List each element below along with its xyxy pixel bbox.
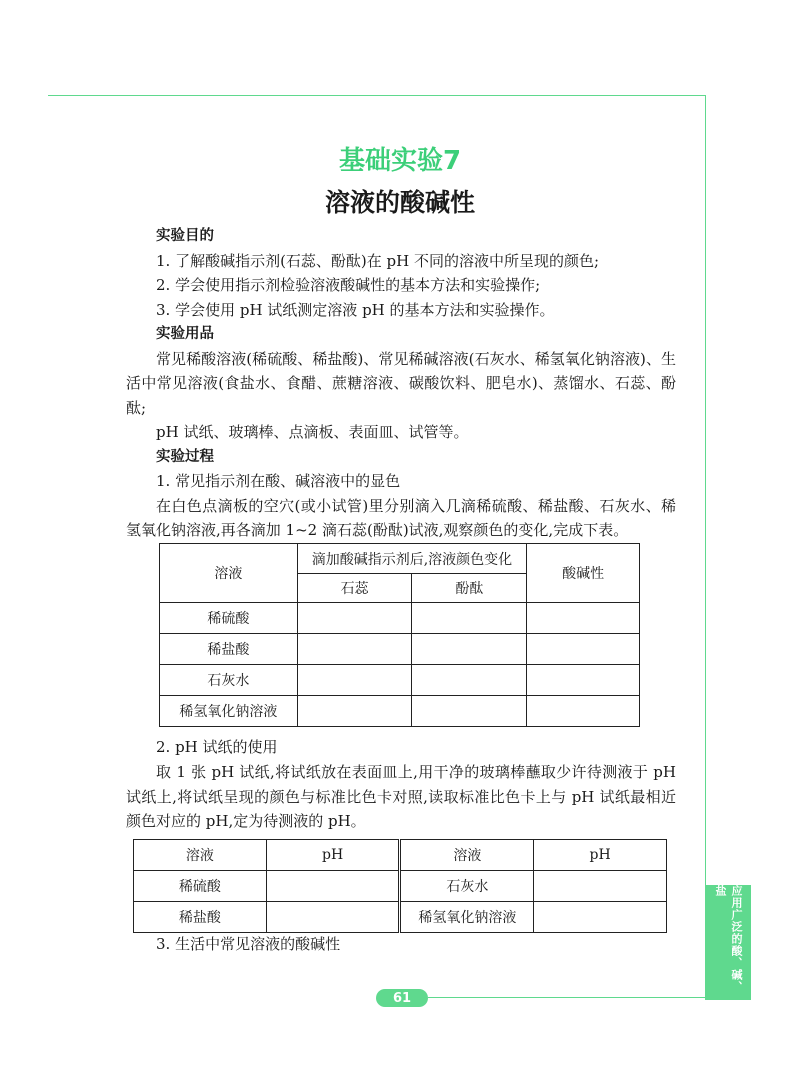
cell-blank[interactable] — [297, 634, 412, 665]
step1-title: 1. 常见指示剂在酸、碱溶液中的显色 — [156, 472, 401, 490]
step3-block — [156, 932, 676, 957]
materials-paragraph: pH 试纸、玻璃棒、点滴板、表面皿、试管等。 — [156, 423, 469, 441]
cell-blank[interactable] — [297, 696, 412, 727]
indicator-table — [159, 543, 640, 727]
table-row — [134, 871, 667, 902]
table-row — [160, 696, 640, 727]
row-solution: 石灰水 — [400, 871, 534, 902]
row-solution: 稀氢氧化钠溶液 — [400, 902, 534, 933]
purpose-item: 2. 学会使用指示剂检验溶液酸碱性的基本方法和实验操作; — [156, 276, 541, 294]
content-body — [126, 224, 676, 543]
header-ph: pH — [534, 840, 667, 871]
cell-blank[interactable] — [534, 902, 667, 933]
cell-blank[interactable] — [297, 665, 412, 696]
cell-blank[interactable] — [412, 665, 527, 696]
header-acidity: 酸碱性 — [527, 544, 640, 603]
row-solution: 稀氢氧化钠溶液 — [160, 696, 298, 727]
table-row — [134, 902, 667, 933]
purpose-item: 3. 学会使用 pH 试纸测定溶液 pH 的基本方法和实验操作。 — [156, 300, 555, 319]
step3-title: 3. 生活中常见溶液的酸碱性 — [156, 935, 341, 953]
row-solution: 石灰水 — [160, 665, 298, 696]
cell-blank[interactable] — [297, 603, 412, 634]
page-number: 61 — [376, 989, 428, 1007]
step1-text: 在白色点滴板的空穴(或小试管)里分别滴入几滴稀硫酸、稀盐酸、石灰水、稀氢氧化钠溶液,再各滴加 1~2 滴石蕊(酚酞)试液,观察颜色的变化,完成下表。 — [126, 496, 676, 539]
header-ph: pH — [266, 840, 400, 871]
cell-blank[interactable] — [527, 696, 640, 727]
header-phenolphthalein: 酚酞 — [412, 574, 527, 603]
cell-blank[interactable] — [266, 902, 400, 933]
cell-blank[interactable] — [412, 696, 527, 727]
experiment-subtitle: 溶液的酸碱性 — [324, 188, 475, 217]
cell-blank[interactable] — [412, 634, 527, 665]
page-frame-top — [48, 95, 706, 96]
table-row — [160, 603, 640, 634]
ph-table — [133, 839, 667, 933]
step2-block — [156, 735, 676, 760]
row-solution: 稀盐酸 — [160, 634, 298, 665]
cell-blank[interactable] — [266, 871, 400, 902]
step2-text-block — [126, 760, 676, 834]
materials-heading: 实验用品 — [156, 326, 214, 342]
materials-paragraph: 常见稀酸溶液(稀硫酸、稀盐酸)、常见稀碱溶液(石灰水、稀氢氧化钠溶液)、生活中常见溶液(食盐水、食醋、蔗糖溶液、碳酸饮料、肥皂水)、蒸馏水、石蕊、酚酞; — [126, 349, 676, 417]
header-solution: 溶液 — [160, 544, 298, 603]
row-solution: 稀盐酸 — [134, 902, 267, 933]
header-solution: 溶液 — [134, 840, 267, 871]
row-solution: 稀硫酸 — [134, 871, 267, 902]
purpose-heading: 实验目的 — [156, 228, 214, 244]
header-solution: 溶液 — [400, 840, 534, 871]
header-indicator-group: 滴加酸碱指示剂后,溶液颜色变化 — [297, 544, 527, 574]
step2-text: 取 1 张 pH 试纸,将试纸放在表面皿上,用干净的玻璃棒蘸取少许待测液于 pH 试纸上,将试纸呈现的颜色与标准比色卡对照,读取标准比色卡上与 pH 试纸最相近颜色对应的 pH,定为待测液的 pH。 — [126, 763, 676, 830]
cell-blank[interactable] — [527, 603, 640, 634]
cell-blank[interactable] — [412, 603, 527, 634]
process-heading: 实验过程 — [156, 448, 214, 465]
experiment-title: 基础实验7 — [338, 146, 462, 176]
header-litmus: 石蕊 — [297, 574, 412, 603]
cell-blank[interactable] — [527, 634, 640, 665]
page-frame-bottom — [428, 997, 705, 998]
cell-blank[interactable] — [534, 871, 667, 902]
cell-blank[interactable] — [527, 665, 640, 696]
table-row — [160, 634, 640, 665]
step2-title: 2. pH 试纸的使用 — [156, 738, 278, 756]
purpose-item: 1. 了解酸碱指示剂(石蕊、酚酞)在 pH 不同的溶液中所呈现的颜色; — [156, 251, 600, 270]
table-row — [160, 665, 640, 696]
row-solution: 稀硫酸 — [160, 603, 298, 634]
chapter-side-tab: 应用广泛的酸、碱、盐 — [705, 885, 751, 1000]
